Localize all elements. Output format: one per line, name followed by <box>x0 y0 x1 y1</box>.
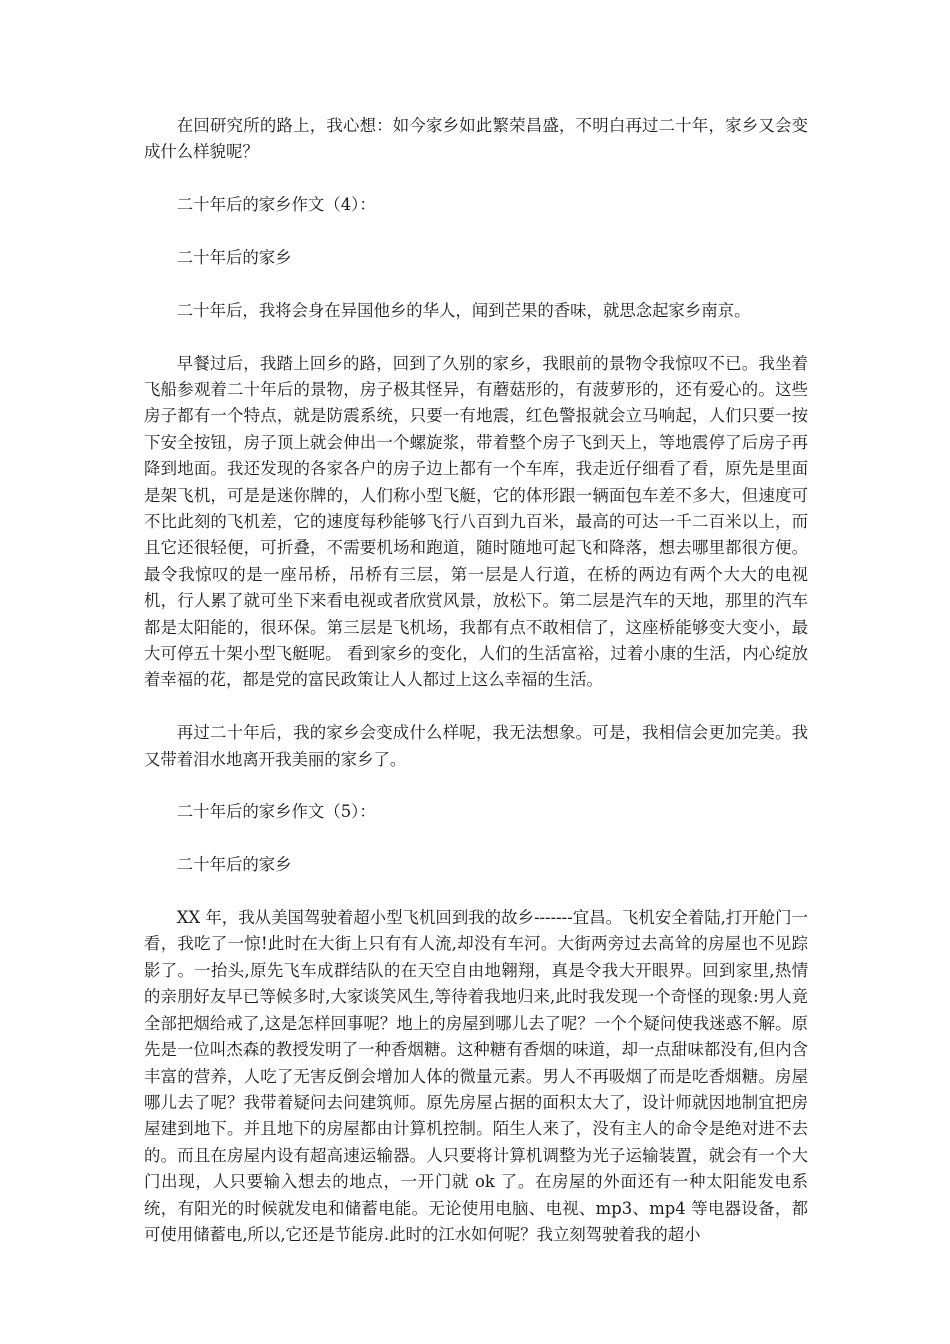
document-body <box>144 113 808 1275</box>
section-heading-5: 二十年后的家乡作文（5）： <box>176 802 376 822</box>
section-heading-4: 二十年后的家乡作文（4）： <box>176 195 376 215</box>
essay-title-5: 二十年后的家乡 <box>176 855 292 875</box>
paragraph-1: 在回研究所的路上，我心想：如今家乡如此繁荣昌盛，不明白再过二十年，家乡又会变成什么样貌呢？ <box>144 116 808 162</box>
paragraph-2: 二十年后，我将会身在异国他乡的华人，闻到芒果的香味，就思念起家乡南京。 <box>176 300 751 320</box>
paragraph-3: 早餐过后，我踏上回乡的路，回到了久别的家乡，我眼前的景物令我惊叹不已。我坐着飞船参观着二十年后的景物，房子极其怪异，有蘑菇形的，有菠萝形的，还有爱心的。这些房子都有一个特点，就是防震系统，只要一有地震，红色警报就会立马响起，人们只要一按下安全按钮，房子顶上就会伸出一个螺旋浆，带着整个房子飞到天上，等地震停了后房子再降到地面。我还发现的各家各户的房子边上都有一个车库，我走近仔细看了看，原先是里面是架飞机，可是是迷你牌的，人们称小型飞艇，它的体形跟一辆面包车差不多大，但速度可不比此刻的飞机差，它的速度每秒能够飞行八百到九百米，最高的可达一千二百米以上，而且它还很轻便，可折叠，不需要机场和跑道，随时随地可起飞和降落，想去哪里都很方便。最令我惊叹的是一座吊桥，吊桥有三层，第一层是人行道，在桥的两边有两个大大的电视机，行人累了就可坐下来看电视或者欣赏风景，放松下。第二层是汽车的天地，那里的汽车都是太阳能的，很环保。第三层是飞机场，我都有点不敢相信了，这座桥能够变大变小，最大可停五十架小型飞艇呢。 看到家乡的变化，人们的生活富裕，过着小康的生活，内心绽放着幸福的花，都是党的富民政策让人人都过上这么幸福的生活。 <box>144 353 808 690</box>
paragraph-4: 再过二十年后，我的家乡会变成什么样呢，我无法想象。可是，我相信会更加完美。我又带着泪水地离开我美丽的家乡了。 <box>144 723 808 769</box>
paragraph-5: XX 年，我从美国驾驶着超小型飞机回到我的故乡-------宜昌。飞机安全着陆,打开舱门一看，我吃了一惊!此时在大街上只有有人流,却没有车河。大街两旁过去高耸的房屋也不见踪影了。一抬头,原先飞车成群结队的在天空自由地翱翔，真是令我大开眼界。回到家里,热情的亲朋好友早已等候多时,大家谈笑风生,等待着我地归来,此时我发现一个奇怪的现象:男人竟全部把烟给戒了,这是怎样回事呢？地上的房屋到哪儿去了呢？一个个疑问使我迷惑不解。原先是一位叫杰森的教授发明了一种香烟糖。这种糖有香烟的味道，却一点甜味都没有,但内含丰富的营养，人吃了无害反倒会增加人体的微量元素。男人不再吸烟了而是吃香烟糖。房屋哪儿去了呢？我带着疑问去问建筑师。原先房屋占据的面积太大了，设计师就因地制宜把房屋建到地下。并且地下的房屋都由计算机控制。陌生人来了，没有主人的命令是绝对进不去的。而且在房屋内设有超高速运输器。人只要将计算机调整为光子运输装置，就会有一个大门出现，人只要输入想去的地点，一开门就 ok 了。在房屋的外面还有一种太阳能发电系统，有阳光的时候就发电和储蓄电能。无论使用电脑、电视、mp3、mp4 等电器设备，都可使用储蓄电,所以,它还是节能房.此时的江水如何呢？我立刻驾驶着我的超小 <box>144 908 808 1244</box>
essay-title-4: 二十年后的家乡 <box>176 248 292 267</box>
